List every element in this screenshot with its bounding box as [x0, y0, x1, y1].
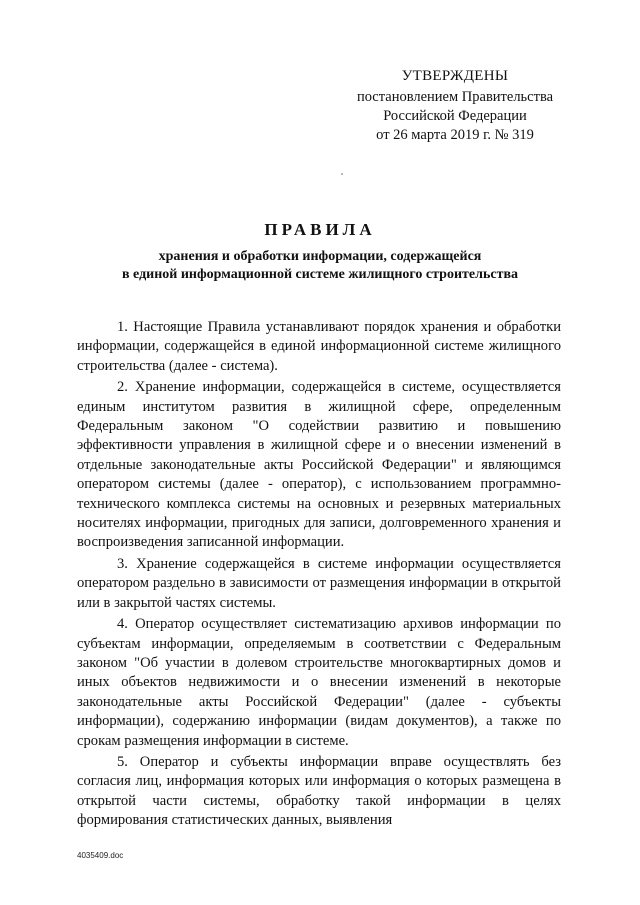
approval-heading: УТВЕРЖДЕНЫ — [401, 68, 509, 84]
paragraph-2: 2. Хранение информации, содержащейся в системе, осуществляется единым институтом развития в жилищной сфере, определенным Федеральным законом "О содействии развитию и повышению эффективности управления в жилищной сфере и о внесении изменений в отдельные законодательные акты Российской Федерации" и являющимся оператором системы (далее - оператор), с использованием программно-технического комплекса системы на основных и резервных материальных носителях информации, пригодных для записи, долговременного хранения и воспроизведения записанной информации. — [77, 379, 561, 551]
approval-line-2: Российской Федерации — [383, 108, 527, 124]
approval-line-1: постановлением Правительства — [356, 89, 554, 105]
subtitle-line-2: в единой информационной системе жилищного строительства — [121, 267, 519, 282]
approval-line-3: от 26 марта 2019 г. № 319 — [376, 127, 534, 143]
paragraph-1: 1. Настоящие Правила устанавливают порядок хранения и обработки информации, содержащейся в единой информационной системе жилищного строительства (далее - система). — [77, 319, 561, 374]
document-title: ПРАВИЛА — [264, 220, 376, 239]
scan-speck — [341, 173, 343, 175]
file-name-footer: 4035409.doc — [77, 851, 124, 860]
paragraph-5: 5. Оператор и субъекты информации вправе осуществлять без согласия лиц, информация которых или информация о которых размещена в открытой части системы, обработку такой информации в целях формирования статистических данных, выявления — [77, 753, 561, 829]
approval-stamp — [330, 67, 580, 145]
paragraph-4: 4. Оператор осуществляет систематизацию архивов информации по субъектам информации, определяемым в соответствии с Федеральным законом "Об участии в долевом строительстве многоквартирных домов и иных объектов недвижимости и о внесении изменений в некоторые законодательные акты Российской Федерации" (далее - субъекты информации), содержанию информации (видам документов), а также по срокам размещения информации в системе. — [77, 616, 561, 749]
paragraph-3: 3. Хранение содержащейся в системе информации осуществляется оператором раздельно в зависимости от размещения информации в открытой или в закрытой частях системы. — [77, 555, 561, 611]
document-body — [77, 318, 561, 833]
subtitle-line-1: хранения и обработки информации, содержащейся — [158, 249, 482, 264]
document-subtitle — [0, 248, 640, 284]
